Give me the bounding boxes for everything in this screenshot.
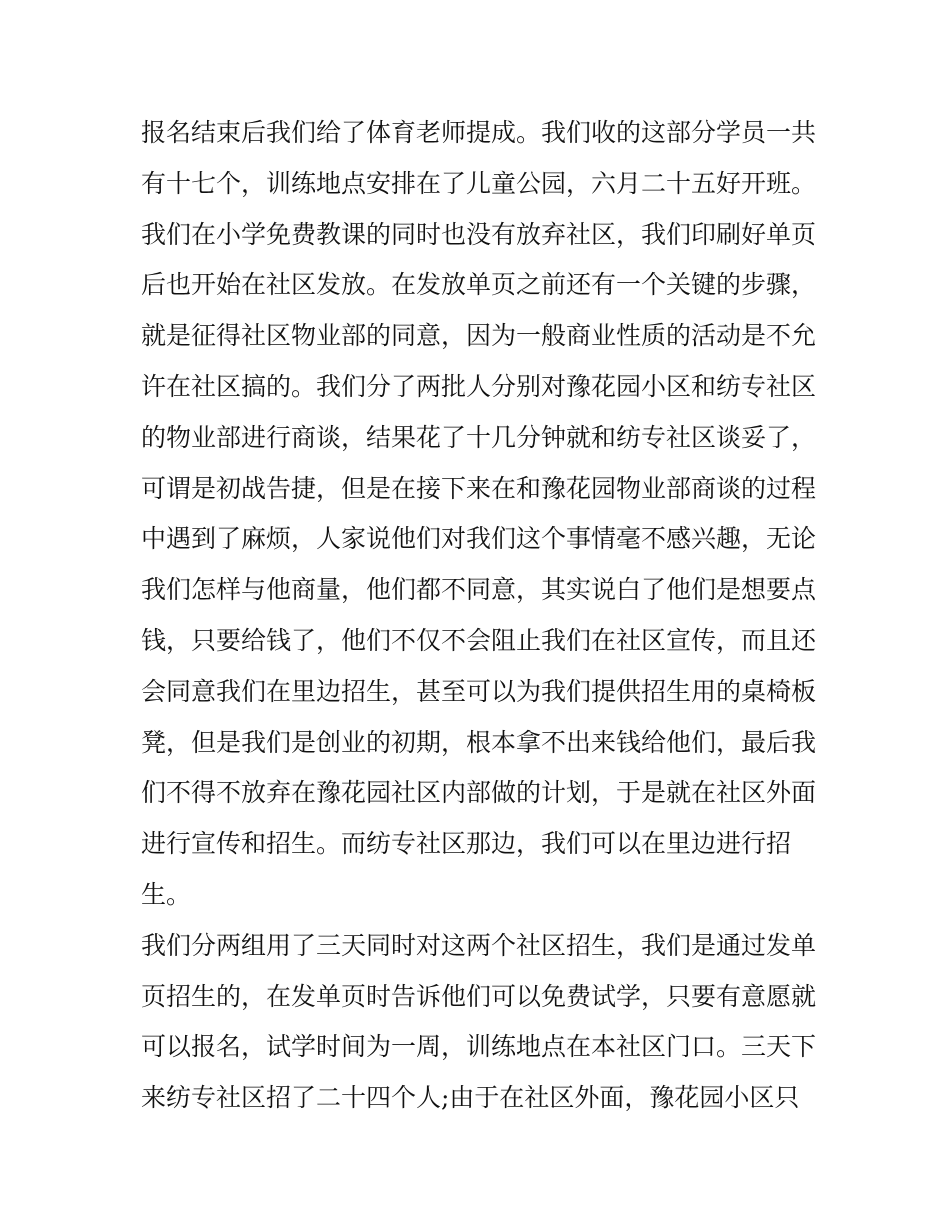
text-line: 有十七个，训练地点安排在了儿童公园，六月二十五好开班。 [141,168,817,198]
text-line: 中遇到了麻烦，人家说他们对我们这个事情毫不感兴趣，无论 [141,524,817,554]
text-line: 的物业部进行商谈，结果花了十几分钟就和纺专社区谈妥了， [141,422,817,452]
text-line: 我们在小学免费教课的同时也没有放弃社区，我们印刷好单页 [141,219,817,249]
text-line: 可以报名，试学时间为一周，训练地点在本社区门口。三天下 [141,1032,817,1062]
text-line: 报名结束后我们给了体育老师提成。我们收的这部分学员一共 [141,118,817,147]
text-line: 生。 [141,879,192,909]
text-line: 凳，但是我们是创业的初期，根本拿不出来钱给他们，最后我 [141,727,817,757]
text-line: 页招生的，在发单页时告诉他们可以免费试学，只要有意愿就 [141,981,817,1011]
text-line: 会同意我们在里边招生，甚至可以为我们提供招生用的桌椅板 [141,676,817,706]
text-line: 后也开始在社区发放。在发放单页之前还有一个关键的步骤， [141,270,817,300]
body-text [141,108,821,1124]
text-line: 可谓是初战告捷，但是在接下来在和豫花园物业部商谈的过程 [141,473,817,503]
text-line: 就是征得社区物业部的同意，因为一般商业性质的活动是不允 [141,321,817,351]
text-line: 们不得不放弃在豫花园社区内部做的计划，于是就在社区外面 [141,778,817,808]
text-line: 进行宣传和招生。而纺专社区那边，我们可以在里边进行招 [141,829,792,859]
text-line: 来纺专社区招了二十四个人;由于在社区外面，豫花园小区只 [141,1083,800,1113]
text-line: 许在社区搞的。我们分了两批人分别对豫花园小区和纺专社区 [141,371,817,401]
text-line: 我们怎样与他商量，他们都不同意，其实说白了他们是想要点 [141,575,817,605]
text-line: 我们分两组用了三天同时对这两个社区招生，我们是通过发单 [141,930,817,960]
text-line: 钱，只要给钱了，他们不仅不会阻止我们在社区宣传，而且还 [141,625,817,655]
